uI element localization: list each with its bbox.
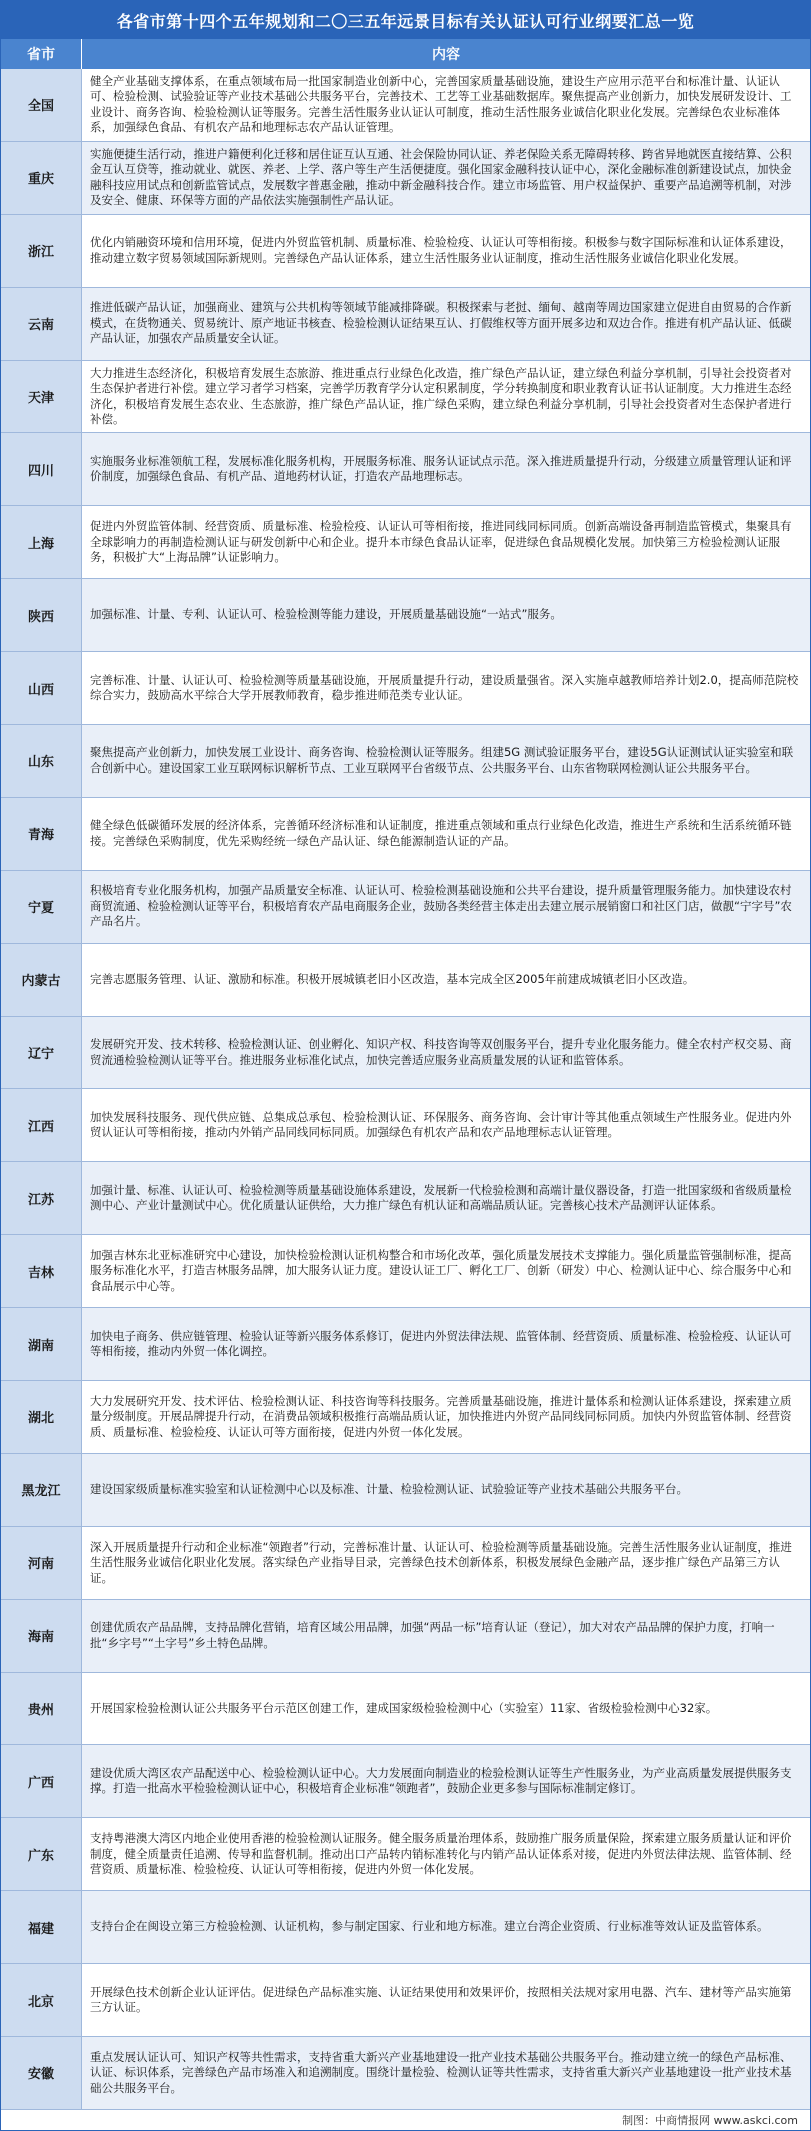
table-row [1, 433, 810, 506]
content-text: 加强计量、标准、认证认可、检验检测等质量基础设施体系建设，发展新一代检验检测和高端计量仪器设备，打造一批国家级和省级质量检测中心、产业计量测试中心。优化质量认证供给，大力推广绿色有机认证和高端品质认证。完善核心技术产品测评认证体系。 [90, 1182, 792, 1213]
table-row [1, 1381, 810, 1454]
province-cell: 湖北 [1, 1381, 82, 1453]
province-cell: 四川 [1, 433, 82, 505]
content-text: 开展绿色技术创新企业认证评估。促进绿色产品标准实施、认证结果使用和效果评价，按照相关法规对家用电器、汽车、建材等产品实施第三方认证。 [90, 1984, 792, 2015]
content-text: 健全绿色低碳循环发展的经济体系，完善循环经济标准和认证制度，推进重点领域和重点行业绿色化改造，推进生产系统和生活系统循环链接。完善绿色采购制度，优先采购经统一绿色产品认证、绿色能源制造认证的产品。 [90, 818, 792, 848]
province-cell: 山西 [1, 652, 82, 724]
content-cell [82, 1964, 810, 2036]
content-cell [82, 361, 810, 433]
table-row [1, 1964, 810, 2037]
content-text: 聚焦提高产业创新力，加快发展工业设计、商务咨询、检验检测认证等服务。组建5G 测试验证服务平台，建设5G认证测试认证实验室和联合创新中心。建设国家工业互联网标识解析节点、工业互联网平台省级节点、公共服务平台、山东省物联网检测认证公共服务平台。 [90, 745, 794, 775]
content-text: 加快电子商务、供应链管理、检验认证等新兴服务体系修订，促进内外贸法律法规、监管体制、经营资质、质量标准、检验检疫、认证认可等相衔接，推动内外贸一体化调控。 [90, 1328, 792, 1359]
province-cell: 内蒙古 [1, 944, 82, 1016]
province-cell: 河南 [1, 1527, 82, 1599]
province-cell: 福建 [1, 1891, 82, 1963]
table-row [1, 69, 810, 142]
content-text: 积极培育专业化服务机构，加强产品质量安全标准、认证认可、检验检测基础设施和公共平台建设，提升质量管理服务能力。加快建设农村商贸流通、检验检测认证等平台，积极培育农产品电商服务企业，鼓励各类经营主体走出去建立展示展销窗口和社区门店，做靓“宁字号”农产品名片。 [90, 883, 792, 929]
province-cell: 全国 [1, 69, 82, 141]
content-text: 支持粤港澳大湾区内地企业使用香港的检验检测认证服务。健全服务质量治理体系，鼓励推广服务质量保险，探索建立服务质量认证和评价制度，健全质量责任追溯、传导和监督机制。推动出口产品转内销标准转化与内销产品认证体系对接，促进内外贸法律法规、监管体制、经营资质、质量标准、检验检疫、认证认可等相衔接，促进内外贸一体化发展。 [90, 1831, 792, 1877]
table-row [1, 288, 810, 361]
content-text: 推进低碳产品认证，加强商业、建筑与公共机构等领域节能减排降碳。积极探索与老挝、缅甸、越南等周边国家建立促进自由贸易的合作新模式，在货物通关、贸易统计、原产地证书核查、检验检测认证结果互认、打假维权等方面开展多边和双边合作。推进有机产品认证、低碳产品认证，加强农产品质量安全认证。 [90, 300, 792, 346]
table-row [1, 1454, 810, 1527]
table-row [1, 579, 810, 652]
content-text: 加强标准、计量、专利、认证认可、检验检测等能力建设，开展质量基础设施“一站式”服务。 [90, 607, 562, 622]
table-row [1, 1089, 810, 1162]
table-row [1, 215, 810, 288]
province-cell: 青海 [1, 798, 82, 870]
content-text: 加强吉林东北亚标准研究中心建设，加快检验检测认证机构整合和市场化改革，强化质量发展技术支撑能力。强化质量监管强制标准，提高服务标准化水平，打造吉林服务品牌，加大服务认证力度。建设认证工厂、孵化工厂、创新（研发）中心、检测认证中心、综合服务中心和食品展示中心等。 [90, 1247, 792, 1293]
content-text: 实施服务业标准领航工程，发展标准化服务机构，开展服务标准、服务认证试点示范。深入推进质量提升行动，分级建立质量管理认证和评价制度，加强绿色食品、有机产品、道地药材认证，打造农产品地理标志。 [90, 453, 792, 484]
content-text: 大力发展研究开发、技术评估、检验检测认证、科技咨询等科技服务。完善质量基础设施，推进计量体系和检测认证体系建设，探索建立质量分级制度。开展品牌提升行动，在消费品领域积极推行高端品质认证，加快推进内外贸产品同线同标同质。加快内外贸监管体制、经营资质、质量标准、检验检疫、认证认可等方面衔接，促进内外贸一体化发展。 [90, 1393, 792, 1439]
table-row [1, 1673, 810, 1746]
content-cell [82, 1017, 810, 1089]
content-cell [82, 1089, 810, 1161]
province-cell: 宁夏 [1, 871, 82, 943]
content-cell [82, 2037, 810, 2109]
table-row [1, 1745, 810, 1818]
table-title: 各省市第十四个五年规划和二〇三五年远景目标有关认证认可行业纲要汇总一览 [1, 1, 810, 39]
content-text: 支持台企在闽设立第三方检验检测、认证机构，参与制定国家、行业和地方标准。建立台湾企业资质、行业标准等效认证及监管体系。 [90, 1919, 769, 1934]
content-text: 健全产业基础支撑体系，在重点领域布局一批国家制造业创新中心，完善国家质量基础设施，建设生产应用示范平台和标准计量、认证认可、检验检测、试验验证等产业技术基础公共服务平台，完善技术、工艺等工业基础数据库。聚焦提高产业创新力，加快发展研发设计、工业设计、商务咨询、检验检测认证等服务。完善生活性服务业认证认可制度，推动生活性服务业诚信化职业化发展。完善绿色农业标准体系，加强绿色食品、有机农产品和地理标志农产品认证管理。 [90, 73, 792, 135]
province-cell: 天津 [1, 361, 82, 433]
table-row [1, 2037, 810, 2110]
table-row [1, 725, 810, 798]
content-cell [82, 1162, 810, 1234]
province-cell: 广西 [1, 1745, 82, 1817]
province-cell: 上海 [1, 506, 82, 578]
province-cell: 海南 [1, 1600, 82, 1672]
table-row [1, 506, 810, 579]
content-text: 大力推进生态经济化，积极培育发展生态旅游、推进重点行业绿色化改造，推广绿色产品认证，建立绿色利益分享机制，引导社会投资者对生态保护者进行补偿。建立学习者学习档案，完善学历教育学分认定积累制度，学分转换制度和职业教育认证书认证制度。大力推进生态经济化，积极培育发展生态农业、生态旅游，推广绿色产品认证，推广绿色采购，建立绿色利益分享机制，引导社会投资者对生态保护者进行补偿。 [90, 365, 792, 426]
content-cell [82, 1818, 810, 1890]
table-row [1, 1527, 810, 1600]
content-cell [82, 1891, 810, 1963]
province-cell: 辽宁 [1, 1017, 82, 1089]
content-cell [82, 1673, 810, 1745]
province-cell: 陕西 [1, 579, 82, 651]
content-text: 完善志愿服务管理、认证、激励和标准。积极开展城镇老旧小区改造，基本完成全区2005年前建成城镇老旧小区改造。 [90, 971, 695, 986]
content-cell [82, 1745, 810, 1817]
content-cell [82, 798, 810, 870]
content-text: 开展国家检验检测认证公共服务平台示范区创建工作，建成国家级检验检测中心（实验室）11家、省级检验检测中心32家。 [90, 1700, 718, 1715]
province-cell: 北京 [1, 1964, 82, 2036]
header-province: 省市 [1, 39, 82, 69]
table-row [1, 361, 810, 434]
table-row [1, 1891, 810, 1964]
table-row [1, 798, 810, 871]
province-cell: 重庆 [1, 142, 82, 214]
table-row [1, 142, 810, 215]
content-text: 完善标准、计量、认证认可、检验检测等质量基础设施，开展质量提升行动，建设质量强省。深入实施卓越教师培养计划2.0，提高师范院校综合实力，鼓励高水平综合大学开展教师教育，稳步推进师范类专业认证。 [90, 672, 799, 703]
content-cell [82, 1527, 810, 1599]
table-row [1, 652, 810, 725]
content-cell [82, 69, 810, 141]
province-cell: 江西 [1, 1089, 82, 1161]
table-body [1, 69, 810, 2110]
content-cell [82, 288, 810, 360]
content-cell [82, 944, 810, 1016]
content-text: 加快发展科技服务、现代供应链、总集成总承包、检验检测认证、环保服务、商务咨询、会计审计等其他重点领域生产性服务业。促进内外贸认证认可等相衔接，推动内外销产品同线同标同质。加强绿色有机农产品和农产品地理标志认证管理。 [90, 1109, 792, 1140]
table-row [1, 1235, 810, 1308]
table-row [1, 1162, 810, 1235]
header-content: 内容 [432, 47, 460, 63]
table-row [1, 944, 810, 1017]
table-row [1, 1818, 810, 1891]
table-row [1, 871, 810, 944]
content-text: 建设国家级质量标准实验室和认证检测中心以及标准、计量、检验检测认证、试验验证等产业技术基础公共服务平台。 [90, 1482, 688, 1497]
content-text: 创建优质农产品品牌，支持品牌化营销，培育区域公用品牌，加强“两品一标”培育认证（登记），加大对农产品品牌的保护力度，打响一批“乡字号”“土字号”乡土特色品牌。 [90, 1620, 775, 1650]
content-text: 发展研究开发、技术转移、检验检测认证、创业孵化、知识产权、科技咨询等双创服务平台，提升专业化服务能力。健全农村产权交易、商贸流通检验检测认证等平台。推进服务业标准化试点，加快完善适应服务业高质量发展的认证和监管体系。 [90, 1037, 792, 1067]
content-cell [82, 725, 810, 797]
table-row [1, 1308, 810, 1381]
source-footer: 制图：中商情报网 www.askci.com [1, 2110, 810, 2130]
content-cell [82, 1308, 810, 1380]
content-cell [82, 1454, 810, 1526]
content-text: 深入开展质量提升行动和企业标准“领跑者”行动，完善标准计量、认证认可、检验检测等质量基础设施。完善生活性服务业认证制度，推进生活性服务业诚信化职业化发展。落实绿色产业指导目录，完善绿色技术创新体系，积极发展绿色金融产品，逐步推广绿色产品第三方认证。 [90, 1539, 792, 1585]
province-cell: 安徽 [1, 2037, 82, 2109]
content-cell [82, 506, 810, 578]
province-cell: 广东 [1, 1818, 82, 1890]
province-cell: 湖南 [1, 1308, 82, 1380]
content-cell [82, 433, 810, 505]
content-cell [82, 871, 810, 943]
province-cell: 吉林 [1, 1235, 82, 1307]
province-cell: 云南 [1, 288, 82, 360]
table-row [1, 1600, 810, 1673]
content-cell [82, 652, 810, 724]
content-cell [82, 1381, 810, 1453]
content-text: 优化内销融资环境和信用环境，促进内外贸监管机制、质量标准、检验检疫、认证认可等相衔接。积极参与数字国际标准和认证体系建设，推动建立数字贸易领域国际新规则。完善绿色产品认证体系，建立生活性服务业认证制度，推动生活性服务业诚信化职业化发展。 [90, 235, 792, 265]
content-text: 重点发展认证认可、知识产权等共性需求，支持省重大新兴产业基地建设一批产业技术基础公共服务平台。推动建立统一的绿色产品标准、认证、标识体系，完善绿色产品市场准入和追溯制度。围绕计量检验、检测认证等共性需求，支持省重大新兴产业基地建设一批产业技术基础公共服务平台。 [90, 2049, 792, 2095]
province-cell: 黑龙江 [1, 1454, 82, 1526]
content-cell [82, 1600, 810, 1672]
province-cell: 江苏 [1, 1162, 82, 1234]
province-cell: 浙江 [1, 215, 82, 287]
table-row [1, 1017, 810, 1090]
content-text: 实施便捷生活行动，推进户籍便利化迁移和居住证互认互通、社会保险协同认证、养老保险关系无障碍转移、跨省异地就医直接结算、公积金互认互贷等，推动就业、就医、养老、上学、落户等生产生活便捷度。强化国家金融科技认证中心，深化金融标准创新建设试点，加快金融科技应用试点和创新监管试点，发展数字普惠金融，推动中新金融科技合作。建立市场监管、用户权益保护、重要产品追溯等机制，对涉及安全、健康、环保等方面的产品依法实施强制性产品认证。 [90, 146, 792, 208]
content-cell [82, 579, 810, 651]
province-cell: 贵州 [1, 1673, 82, 1745]
content-text: 建设优质大湾区农产品配送中心、检验检测认证中心。大力发展面向制造业的检验检测认证等生产性服务业，为产业高质量发展提供服务支撑。打造一批高水平检验检测认证中心，积极培育企业标准“领跑者”，鼓励企业更多参与国际标准制定修订。 [90, 1765, 792, 1796]
table-header [1, 39, 810, 69]
content-text: 促进内外贸监管体制、经营资质、质量标准、检验检疫、认证认可等相衔接，推进同线同标同质。创新高端设备再制造监管模式，集聚具有全球影响力的再制造检测认证与研发创新中心和企业。提升本市绿色食品认证率，促进绿色食品规模化发展。加快第三方检验检测认证服务，积极扩大“上海品牌”认证影响力。 [90, 519, 792, 565]
content-cell [82, 215, 810, 287]
content-cell [82, 142, 810, 214]
content-cell [82, 1235, 810, 1307]
province-cell: 山东 [1, 725, 82, 797]
